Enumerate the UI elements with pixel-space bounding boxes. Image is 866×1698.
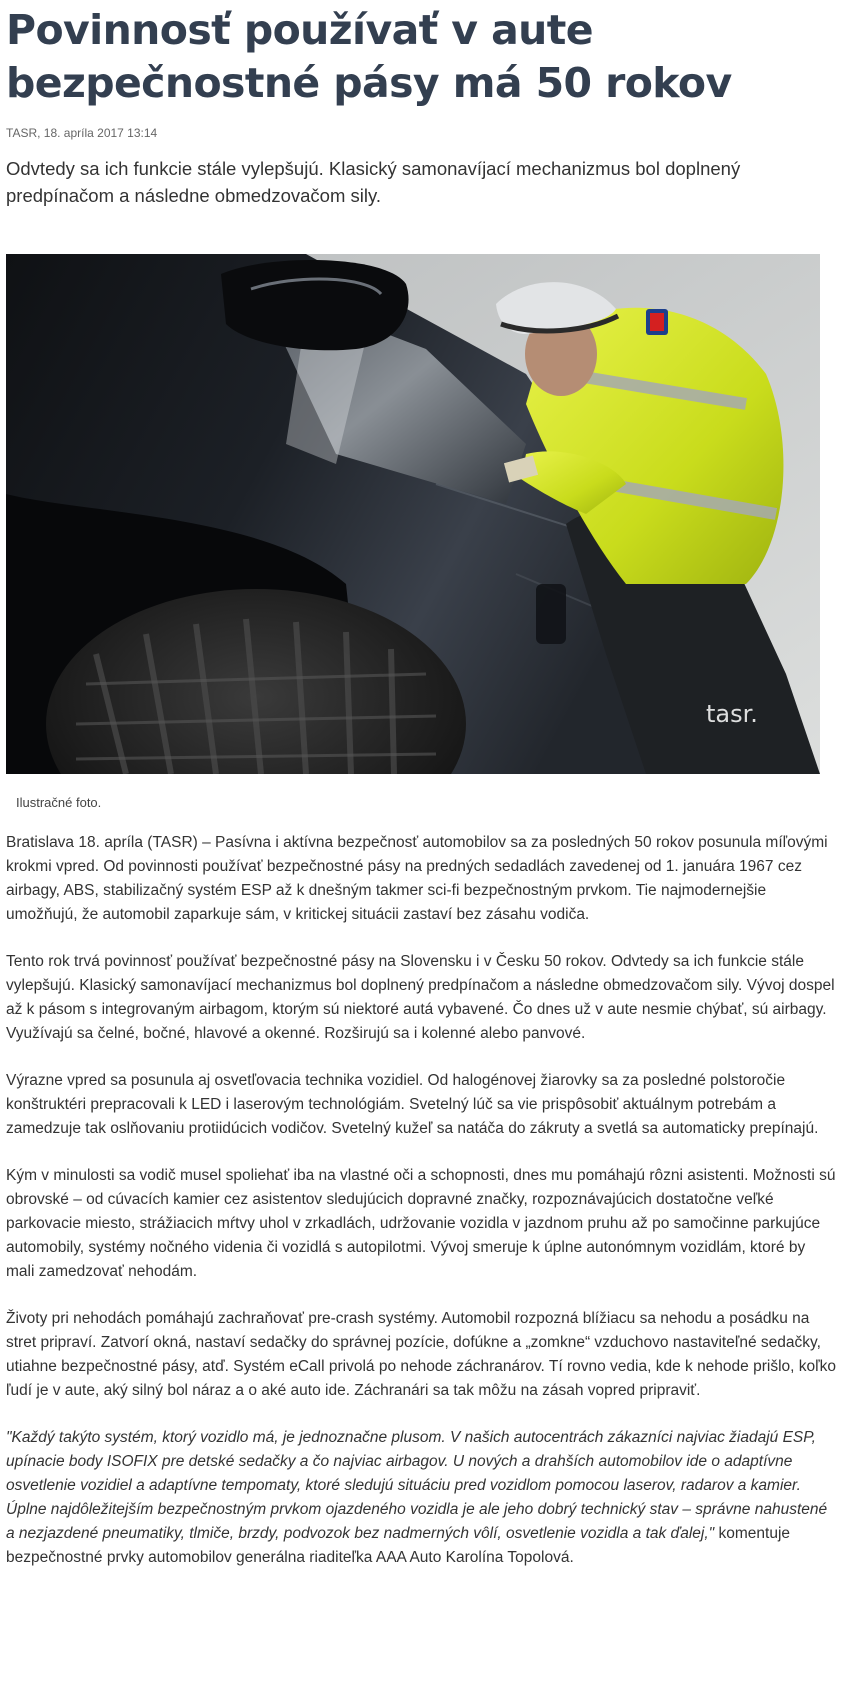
photo-caption: Ilustračné foto. [16, 795, 102, 810]
article-paragraph: Kým v minulosti sa vodič musel spoliehať iba na vlastné oči a schopnosti, dnes mu pomáhajú rôzni asistenti. Možnosti sú obrovské – od cúvacích kamier cez asistentov sledujúcich dopravné značky, rozpoznávajúcich dostatočne veľké parkovacie miesto, strážiacich mŕtvy uhol v zrkadlách, udržovanie vozidla v jazdnom pruhu až po samočinne parkujúce automobily, systémy nočného videnia či vozidlá s autopilotmi. Vývoj smeruje k úplne autonómnym vozidlám, ktoré by mali zamedzovať nehodám. [6, 1167, 836, 1280]
article-body [6, 831, 836, 1570]
article-paragraph: Tento rok trvá povinnosť používať bezpečnostné pásy na Slovensku i v Česku 50 rokov. Odvtedy sa ich funkcie stále vylepšujú. Klasický samonavíjací mechanizmus bol doplnený predpínačom a následne obmedzovačom sily. Vývoj dospel až k pásom s integrovaným airbagom, ktorým sú niektoré autá vybavené. Čo dnes už v aute nesmie chýbať, sú airbagy. Využívajú sa čelné, bočné, hlavové a okenné. Rozširujú sa i kolenné alebo panvové. [6, 953, 835, 1042]
article-quote-paragraph [6, 1426, 836, 1570]
article-title: Povinnosť používať v aute bezpečnostné pásy má 50 rokov [6, 6, 732, 107]
article [6, 0, 837, 1566]
article-paragraph: Bratislava 18. apríla (TASR) – Pasívna i aktívna bezpečnosť automobilov sa za posledných 50 rokov posunula míľovými krokmi vpred. Od povinnosti používať bezpečnostné pásy na predných sedadlách zavedenej od 1. januára 1967 cez airbagy, ABS, stabilizačný systém ESP až k dnešným takmer sci-fi bezpečnostným prvkom. Tie najmodernejšie umožňujú, že automobil zaparkuje sám, v kritickej situácii zastaví bez zásahu vodiča. [6, 834, 828, 923]
article-perex: Odvtedy sa ich funkcie stále vylepšujú. Klasický samonavíjací mechanizmus bol doplnený predpínačom a následne obmedzovačom sily. [6, 158, 741, 206]
article-paragraph: Životy pri nehodách pomáhajú zachraňovať pre-crash systémy. Automobil rozpozná blížiacu sa nehodu a posádku na stret pripraví. Zatvorí okná, nastaví sedačky do správnej pozície, dofúkne a „zomkne“ vzduchovo nastaviteľné sedačky, utiahne bezpečnostné pásy, atď. Systém eCall privolá po nehode záchranárov. Tí rovno vedia, kde k nehode prišlo, koľko ľudí je v aute, aký silný bol náraz a o aké auto ide. Záchranári sa tak môžu na zásah vopred pripraviť. [6, 1310, 837, 1399]
article-meta: TASR, 18. apríla 2017 13:14 [6, 126, 158, 140]
article-photo [6, 254, 820, 774]
article-quote-attribution: komentuje bezpečnostné prvky automobilov generálna riaditeľka AAA Auto Karolína Topolová. [6, 1525, 791, 1566]
photo-illustration [6, 254, 820, 774]
photo-watermark: tasr. [706, 700, 758, 728]
article-quote: "Každý takýto systém, ktorý vozidlo má, je jednoznačne plusom. V našich autocentrách zákazníci najviac žiadajú ESP, upínacie body ISOFIX pre detské sedačky a čo najviac airbagov. U nových a drahších automobilov ide o adaptívne osvetlenie vozidiel a adaptívne tempomaty, ktoré sledujú situáciu pred vozidlom pomocou laserov, radarov a kamier. Úplne najdôležitejším bezpečnostným prvkom ojazdeného vozidla je ale jeho dobrý technický stav – správne nahustené a nezjazdené pneumatiky, tlmiče, brzdy, podvozok bez nadmerných vôlí, osvetlenie vozidla a tak ďalej," [6, 1429, 828, 1542]
article-paragraph: Výrazne vpred sa posunula aj osvetľovacia technika vozidiel. Od halogénovej žiarovky sa za posledné polstoročie konštruktéri prepracovali k LED i laserovým technológiám. Svetelný lúč sa vie prispôsobiť aktuálnym potrebám a zamedzuje tak oslňovaniu protiidúcich vodičov. Svetelný kužeľ sa natáča do zákruty a svetlá sa automaticky prepínajú. [6, 1072, 819, 1137]
